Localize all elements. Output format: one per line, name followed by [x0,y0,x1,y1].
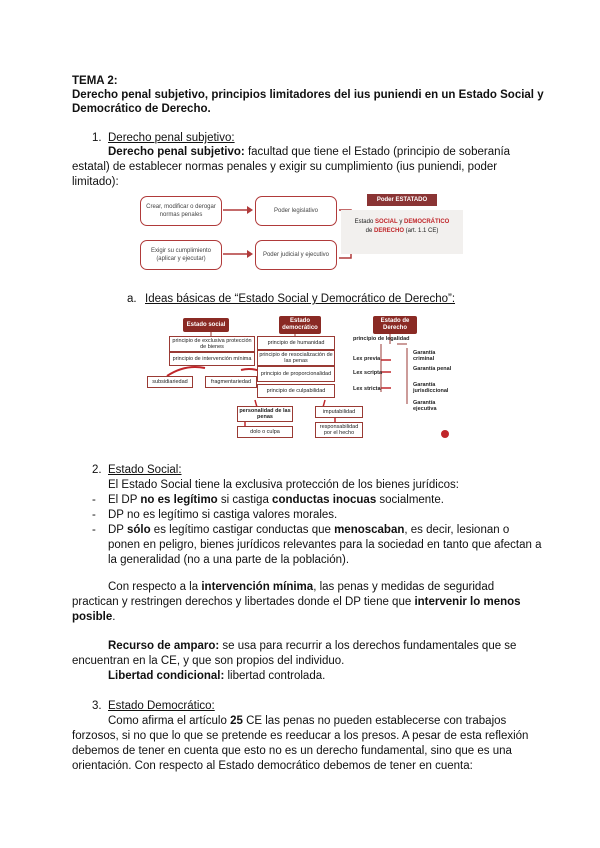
section2-intro: El Estado Social tiene la exclusiva protección de los bienes jurídicos: [108,479,459,491]
page-title-line1: Derecho penal subjetivo, principios limitadores del ius puniendi en un Estado Social y [72,89,544,101]
section2-bullet3-line2: ponen en peligro, bienes jurídicos relevantes para la sociedad en tanto que afectan a [108,539,542,551]
bullet-dash: - [92,524,96,536]
label-lex-stricta: Lex stricta [353,386,381,392]
b3-c: es legítimo castigar conductas que [150,524,335,536]
poder-derecho: DERECHO [373,228,404,234]
section3-line3: debemos de tener en cuenta que esto no es un derecho fundamental, sino que es una [72,745,512,757]
b3-e: , es decir, lesionan o [404,524,510,536]
section2-p1-line1 [108,580,494,595]
bullet-dash: - [92,509,96,521]
subsection-a-title: Ideas básicas de “Estado Social y Democrático de Derecho”: [145,293,456,305]
p1-l3c: . [112,611,116,623]
section2-number: 2. [92,464,102,476]
section1-line3: limitado): [72,176,119,188]
section1-line2: estatal) de establecer normas penales y exigir su cumplimiento (ius puniendi, poder [72,161,498,173]
header-estado-social: Estado social [183,318,229,332]
cell-responsabilidad-hecho: responsabilidad por el hecho [315,422,363,438]
cell-fragmentariedad: fragmentariedad [205,376,257,388]
tema-label: TEMA 2: [72,75,118,87]
poder-social: SOCIAL [375,219,398,225]
section3-line2: forzosos, si no que lo que se pretende es reeducar a los presos. A pesar de esta reflexión [72,730,529,742]
cell-exclusiva-proteccion: principio de exclusiva protección de bienes [169,336,255,352]
section1-term: Derecho penal subjetivo: [108,146,245,158]
diagram1-box-exigir: Exigir su cumplimiento (aplicar y ejecutar) [140,240,222,270]
p1-l2b: intervenir lo menos [414,596,521,608]
section2-bullet2: DP no es legítimo si castiga valores morales. [108,509,338,521]
decorative-dot-icon [441,430,449,438]
cell-proporcionalidad: principio de proporcionalidad [257,366,335,382]
s3-l1a: Como afirma el artículo [108,715,231,727]
cell-resocializacion: principio de resocialización de las penas [257,350,335,366]
section3-number: 3. [92,700,102,712]
b1-e: socialmente. [376,494,444,506]
p2-a: Recurso de amparo: [108,640,220,652]
b1-d: conductas inocuas [272,494,377,506]
label-garantia-ejecutiva: Garantía ejecutiva [413,400,437,412]
cell-personalidad-penas: personalidad de las penas [237,406,293,422]
subsection-a-letter: a. [127,293,137,305]
section3-line4: orientación. Con respecto al Estado democrático debemos de tener en cuenta: [72,760,473,772]
section2-p1-line2 [72,595,521,610]
section2-p2-line1 [108,639,516,654]
page-title-line2: Democrático de Derecho. [72,103,211,115]
p1-l3b: posible [72,611,113,623]
diagram1-box-legislativo: Poder legislativo [255,196,337,226]
section2-bullet1 [108,493,444,508]
b3-d: menoscaban [334,524,405,536]
section1-title: Derecho penal subjetivo: [108,132,235,144]
b1-a: El DP [108,494,141,506]
section2-p2-line2: encuentran en la CE, y que son propios del individuo. [72,655,345,667]
section1-line1 [108,145,510,160]
p3-a: Libertad condicional: [108,670,225,682]
section1-line1-rest: facultad que tiene el Estado (principio de soberanía [244,146,511,158]
section3-line1 [108,714,506,729]
p2-b: se usa para recurrir a los derechos fundamentales que se [219,640,517,652]
label-principio-legalidad: principio de legalidad [353,336,410,342]
section2-bullet3-line3: la generalidad (no a una parte de la población). [108,554,350,566]
arrow-right-icon [223,204,253,216]
arrow-right-icon [223,248,253,260]
label-garantia-penal: Garantía penal [413,366,452,372]
diagram1-box-crear: Crear, modificar o derogar normas penales [140,196,222,226]
b1-b: no es legítimo [140,494,218,506]
poder-y: y [397,219,405,225]
s3-l1b: 25 [230,715,243,727]
label-lex-previa: Lex previa [353,356,381,362]
label-lex-scripta: Lex scripta [353,370,383,376]
header-estado-democratico: Estado democrático [279,316,321,334]
section2-bullet3 [108,523,509,538]
diagram-ius-puniendi [135,190,467,276]
label-garantia-criminal: Garantía criminal [413,350,436,362]
label-garantia-jurisdiccional: Garantía jurisdiccional [413,382,449,394]
poder-art: (art. 1.1 CE) [404,228,439,234]
p1-b: intervención mínima [201,581,314,593]
cell-culpabilidad: principio de culpabilidad [257,384,335,398]
cell-intervencion-minima: principio de intervención mínima [169,352,255,366]
section2-p3 [108,669,325,684]
b3-b: sólo [126,524,151,536]
section3-title: Estado Democrático: [108,700,215,712]
p3-b: libertad controlada. [224,670,326,682]
diagram1-box-judicial: Poder judicial y ejecutivo [255,240,337,270]
p1-c: , las penas y medidas de seguridad [313,581,495,593]
poder-democratico: DEMOCRÁTICO [404,219,450,225]
poder-text1: Estado [354,219,375,225]
cell-subsidiariedad: subsidiariedad [147,376,193,388]
section1-number: 1. [92,132,102,144]
section2-title: Estado Social: [108,464,182,476]
poder-de: de [365,228,374,234]
p1-a: Con respecto a la [108,581,202,593]
cell-dolo-culpa: dolo o culpa [237,426,293,438]
poder-estatal-title: Poder ESTATADO [367,194,437,206]
cell-humanidad: principio de humanidad [257,336,335,350]
bullet-dash: - [92,494,96,506]
s3-l1c: CE las penas no pueden establecerse con trabajos [242,715,507,727]
cell-imputabilidad: imputabilidad [315,406,363,418]
diagram-estado-social-democratico [145,308,463,444]
p1-l2a: practican y restringen derechos y libertades donde el DP tiene que [72,596,415,608]
b3-a: DP [108,524,127,536]
b1-c: si castiga [217,494,273,506]
poder-estatal-body [341,210,463,254]
header-estado-derecho: Estado de Derecho [373,316,417,334]
section2-p1-line3 [72,610,115,625]
